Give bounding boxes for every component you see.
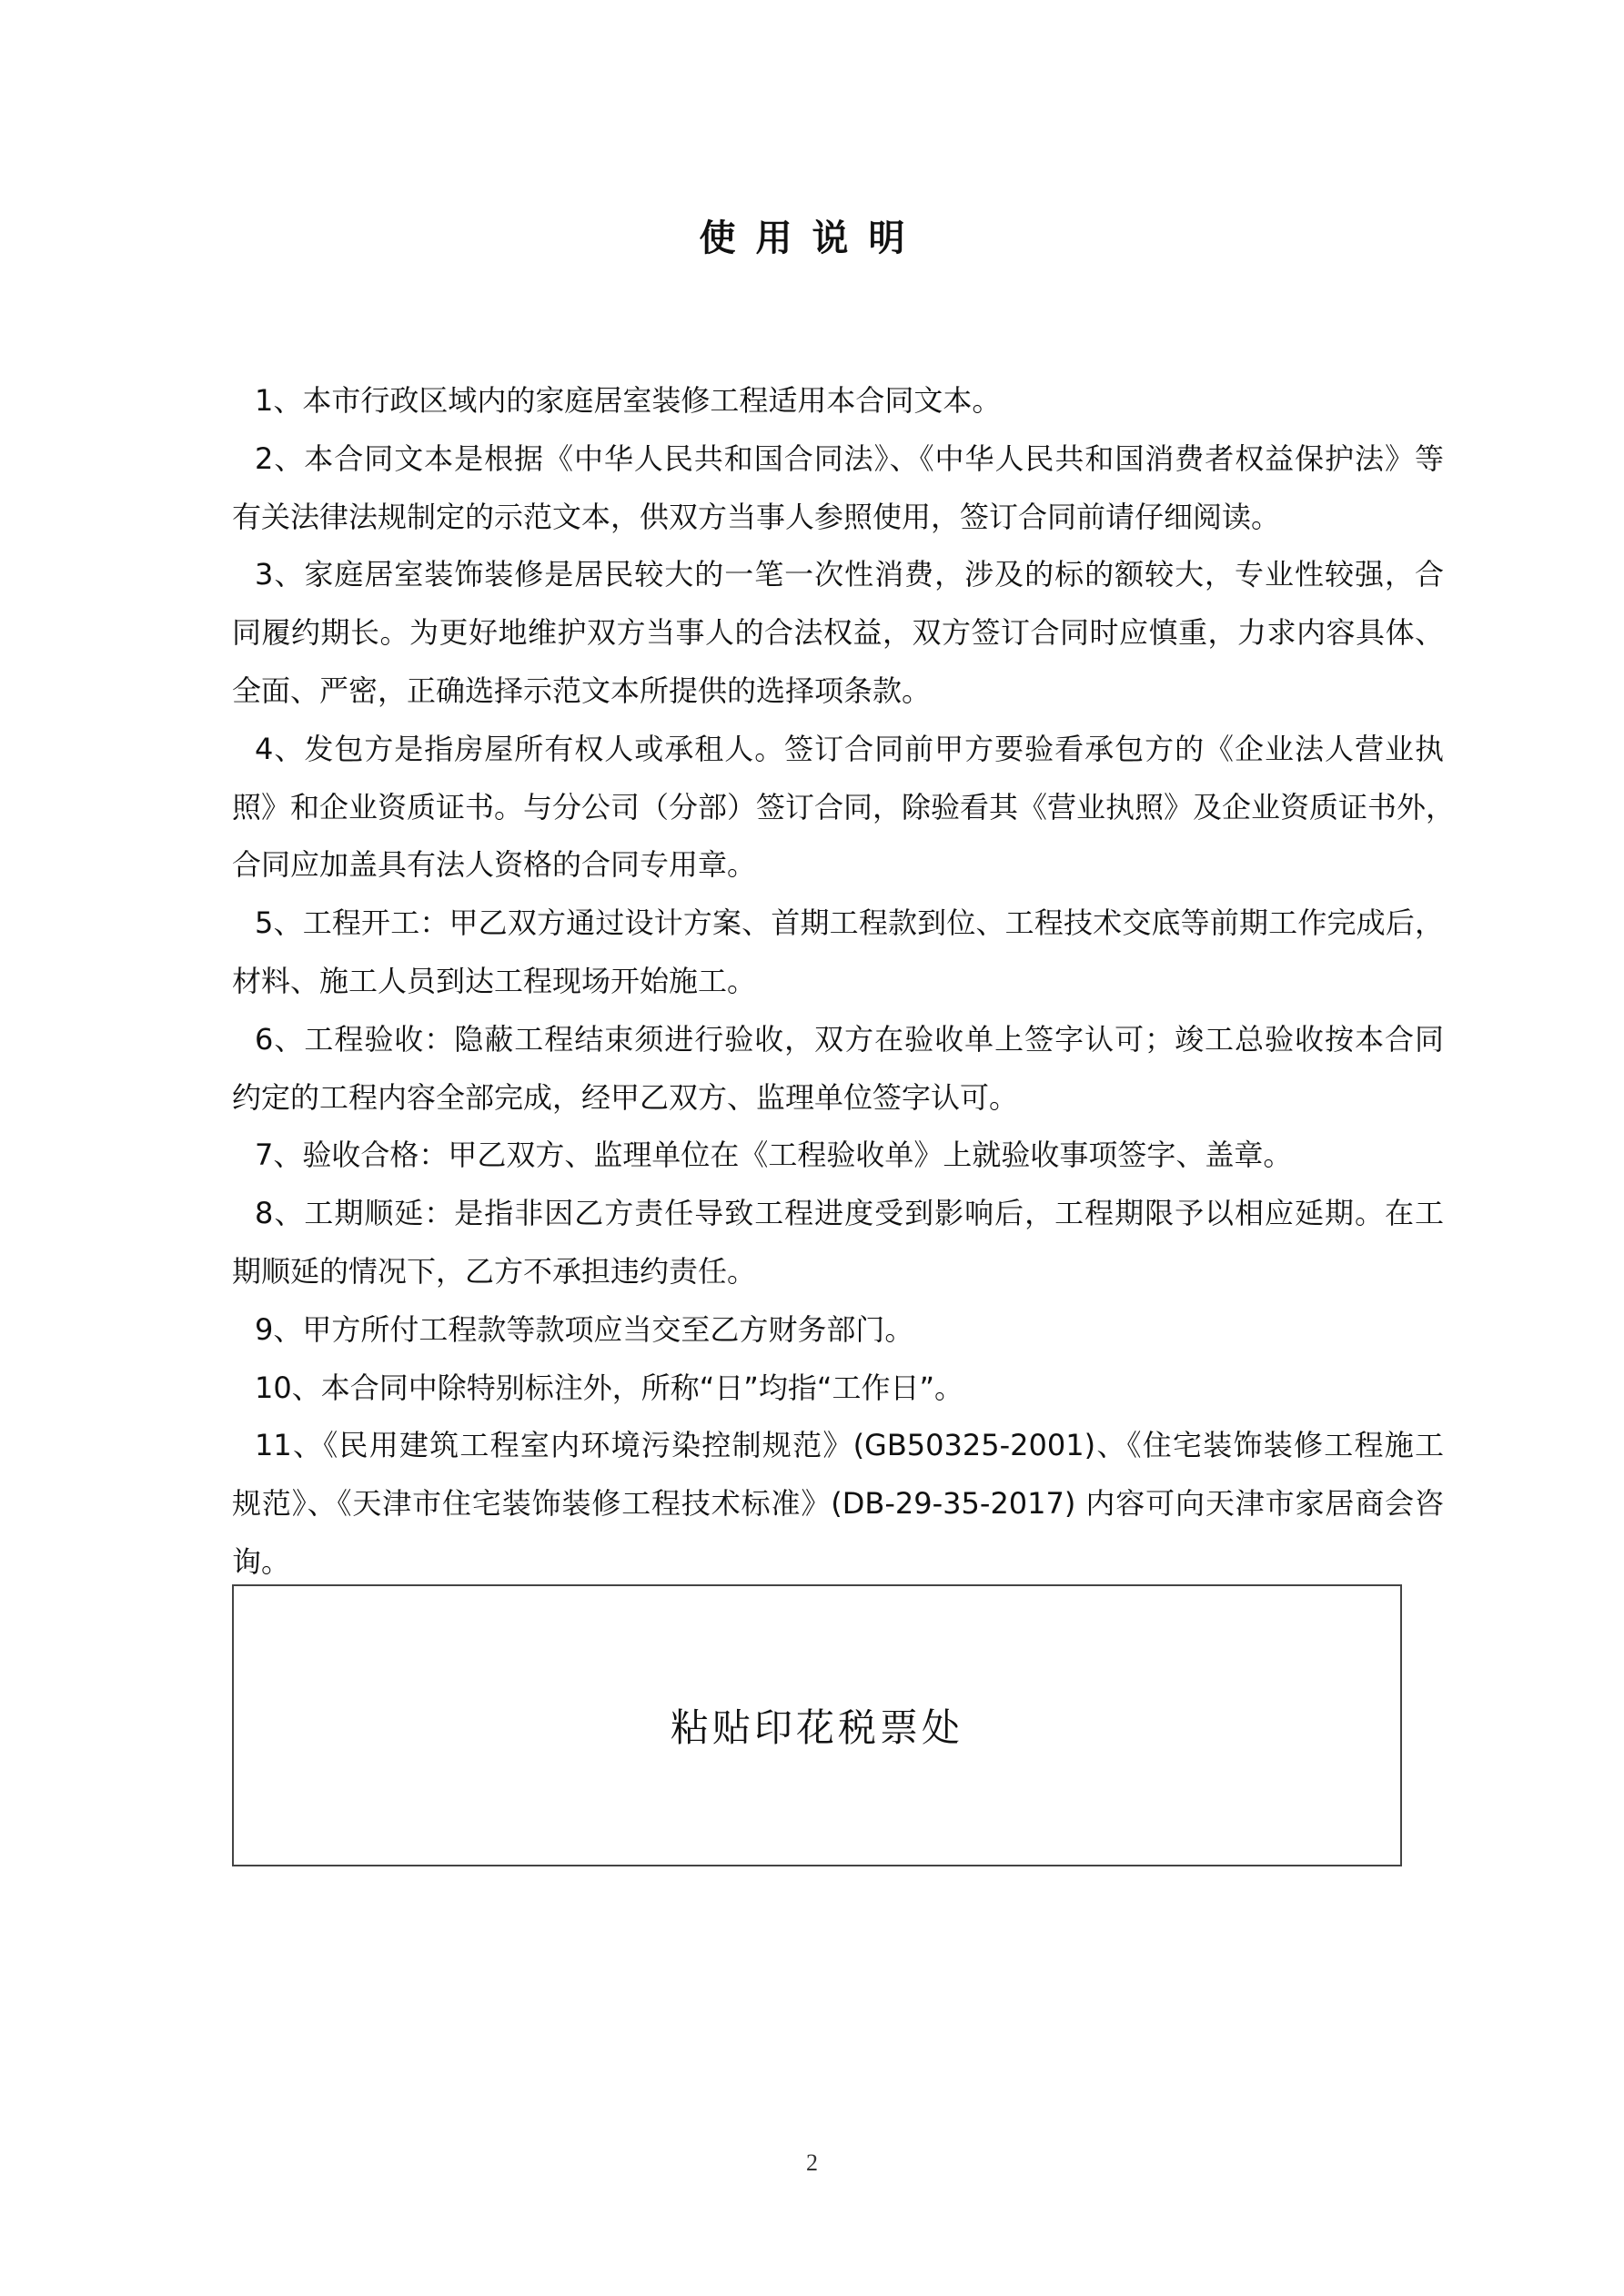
paragraph-line: 3、家庭居室装饰装修是居民较大的一笔一次性消费，涉及的标的额较大，专业性较强，合 — [255, 557, 1444, 592]
paragraph-line: 10、本合同中除特别标注外，所称“日”均指“工作日”。 — [255, 1370, 964, 1405]
paragraph-8 — [232, 1185, 1444, 1301]
paragraph-1 — [232, 372, 1444, 430]
paragraph-line: 照》和企业资质证书。与分公司（分部）签订合同，除验看其《营业执照》及企业资质证书外， — [232, 789, 1456, 824]
page-number: 2 — [806, 2149, 818, 2176]
paragraph-7 — [232, 1127, 1444, 1185]
paragraph-4 — [232, 721, 1456, 895]
paragraph-line: 5、工程开工：甲乙双方通过设计方案、首期工程款到位、工程技术交底等前期工作完成后， — [255, 905, 1444, 941]
paragraph-line: 4、发包方是指房屋所有权人或承租人。签订合同前甲方要验看承包方的《企业法人营业执 — [255, 731, 1444, 766]
paragraph-line: 8、工期顺延：是指非因乙方责任导致工程进度受到影响后，工程期限予以相应延期。在工 — [255, 1196, 1444, 1231]
paragraph-10 — [232, 1360, 1444, 1418]
paragraph-9 — [232, 1301, 1444, 1360]
paragraph-line: 询。 — [232, 1543, 291, 1579]
paragraph-line: 9、甲方所付工程款等款项应当交至乙方财务部门。 — [255, 1311, 914, 1347]
paragraph-6 — [232, 1011, 1444, 1128]
paragraph-line: 11、《民用建筑工程室内环境污染控制规范》(GB50325-2001)、《住宅装饰装修工程施工 — [255, 1428, 1444, 1463]
paragraph-line: 期顺延的情况下，乙方不承担违约责任。 — [232, 1253, 757, 1289]
paragraph-line: 6、工程验收：隐蔽工程结束须进行验收，双方在验收单上签字认可；竣工总验收按本合同 — [255, 1021, 1444, 1057]
paragraph-line: 有关法律法规制定的示范文本，供双方当事人参照使用，签订合同前请仔细阅读。 — [232, 499, 1281, 534]
paragraph-line: 合同应加盖具有法人资格的合同专用章。 — [232, 847, 757, 883]
paragraph-3 — [232, 546, 1444, 720]
paragraph-line: 1、本市行政区域内的家庭居室装修工程适用本合同文本。 — [255, 383, 1002, 418]
paragraph-line: 约定的工程内容全部完成，经甲乙双方、监理单位签字认可。 — [232, 1079, 1019, 1115]
paragraph-5 — [232, 895, 1444, 1011]
paragraph-line: 同履约期长。为更好地维护双方当事人的合法权益，双方签订合同时应慎重，力求内容具体、 — [232, 615, 1444, 651]
paragraph-line: 2、本合同文本是根据《中华人民共和国合同法》、《中华人民共和国消费者权益保护法》等 — [255, 440, 1444, 476]
paragraph-line: 7、验收合格：甲乙双方、监理单位在《工程验收单》上就验收事项签字、盖章。 — [255, 1138, 1293, 1173]
paragraph-line: 材料、施工人员到达工程现场开始施工。 — [232, 963, 757, 998]
paragraph-line: 全面、严密，正确选择示范文本所提供的选择项条款。 — [232, 673, 932, 708]
stamp-box-label: 粘贴印花税票处 — [670, 1705, 963, 1750]
page-title: 使用说明 — [699, 217, 925, 259]
paragraph-11 — [232, 1417, 1444, 1591]
stamp-tax-box — [232, 1584, 1402, 1866]
paragraph-2 — [232, 430, 1444, 547]
instructions-body — [232, 372, 1456, 1592]
paragraph-line: 规范》、《天津市住宅装饰装修工程技术标准》(DB-29-35-2017) 内容可向天津市家居商会咨 — [232, 1486, 1444, 1522]
